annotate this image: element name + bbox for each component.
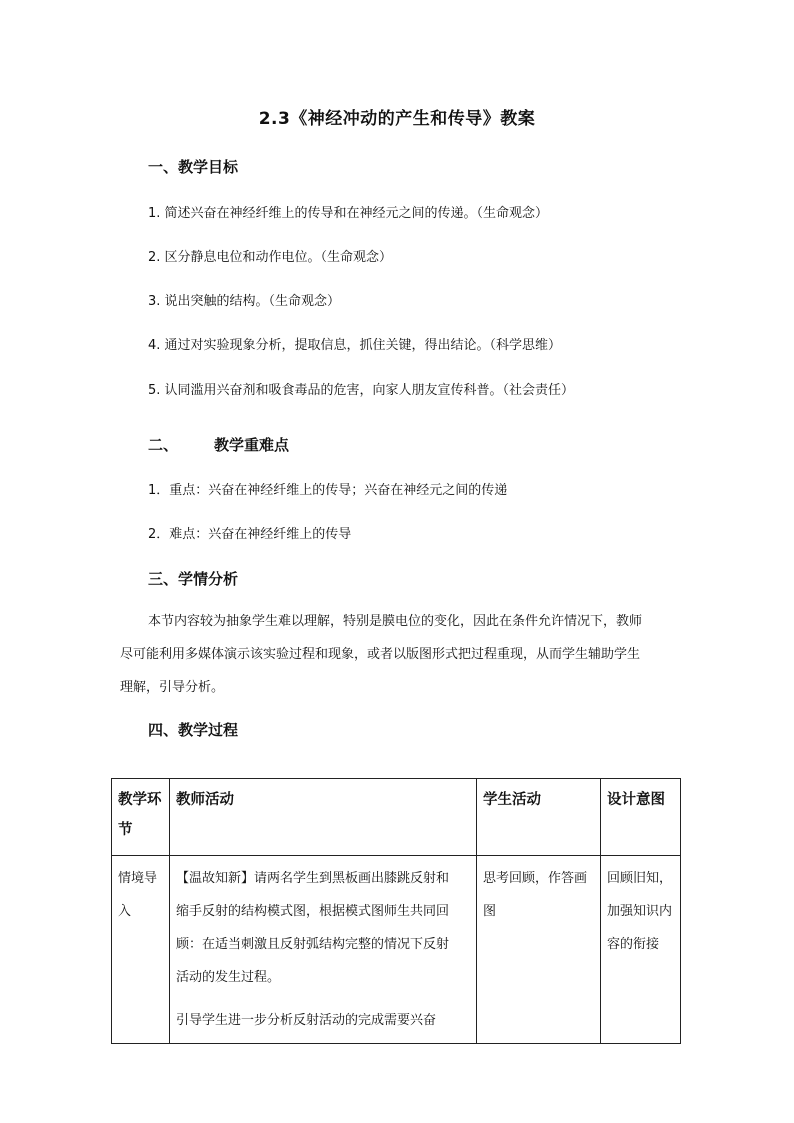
teacher-line: 活动的发生过程。 [176, 970, 281, 985]
section-heading-number: 二、 [148, 436, 179, 454]
cell-student: 思考回顾，作答画图 [477, 856, 601, 1044]
paragraph-line: 理解，引导分析。 [120, 680, 225, 695]
document-title: 2.3《神经冲动的产生和传导》教案 [258, 109, 536, 129]
teacher-line: 顾：在适当刺激且反射弧结构完整的情况下反射 [176, 937, 450, 952]
header-intent: 设计意图 [601, 779, 681, 856]
paragraph-line: 本节内容较为抽象学生难以理解，特别是膜电位的变化，因此在条件允许情况下，教师 [148, 614, 643, 629]
teacher-line: 缩手反射的结构模式图，根据模式图师生共同回 [176, 904, 450, 919]
header-student: 学生活动 [477, 779, 601, 856]
section-heading-process: 四、教学过程 [148, 721, 239, 739]
section-heading-objectives: 一、教学目标 [148, 158, 239, 176]
header-teacher: 教师活动 [170, 779, 477, 856]
analysis-paragraph [120, 605, 680, 704]
header-stage: 教学环节 [112, 779, 170, 856]
cell-teacher [170, 856, 477, 1044]
key-point-item: 1．重点：兴奋在神经纤维上的传导；兴奋在神经元之间的传递 [148, 483, 508, 498]
paragraph-line: 尽可能利用多媒体演示该实验过程和现象，或者以版图形式把过程重现，从而学生辅助学生 [120, 647, 641, 662]
objective-item: 2. 区分静息电位和动作电位。（生命观念） [148, 250, 393, 265]
table-row [112, 856, 681, 1044]
objective-item: 1. 简述兴奋在神经纤维上的传导和在神经元之间的传递。（生命观念） [148, 206, 549, 221]
objective-item: 3. 说出突触的结构。（生命观念） [148, 294, 341, 309]
key-point-item: 2．难点：兴奋在神经纤维上的传导 [148, 527, 352, 542]
teaching-process-table [111, 778, 681, 1044]
objective-item: 4. 通过对实验现象分析，提取信息，抓住关键，得出结论。（科学思维） [148, 338, 562, 353]
section-heading-text: 教学重难点 [214, 436, 290, 454]
teacher-line: 引导学生进一步分析反射活动的完成需要兴奋 [176, 1013, 437, 1028]
section-heading-analysis: 三、学情分析 [148, 570, 239, 588]
teacher-line: 【温故知新】请两名学生到黑板画出膝跳反射和 [176, 871, 450, 886]
cell-intent: 回顾旧知，加强知识内容的衔接 [601, 856, 681, 1044]
objective-item: 5. 认同滥用兴奋剂和吸食毒品的危害，向家人朋友宣传科普。（社会责任） [148, 383, 575, 398]
section-heading-key-points [148, 434, 289, 455]
table-header-row [112, 779, 681, 856]
cell-stage: 情境导入 [112, 856, 170, 1044]
